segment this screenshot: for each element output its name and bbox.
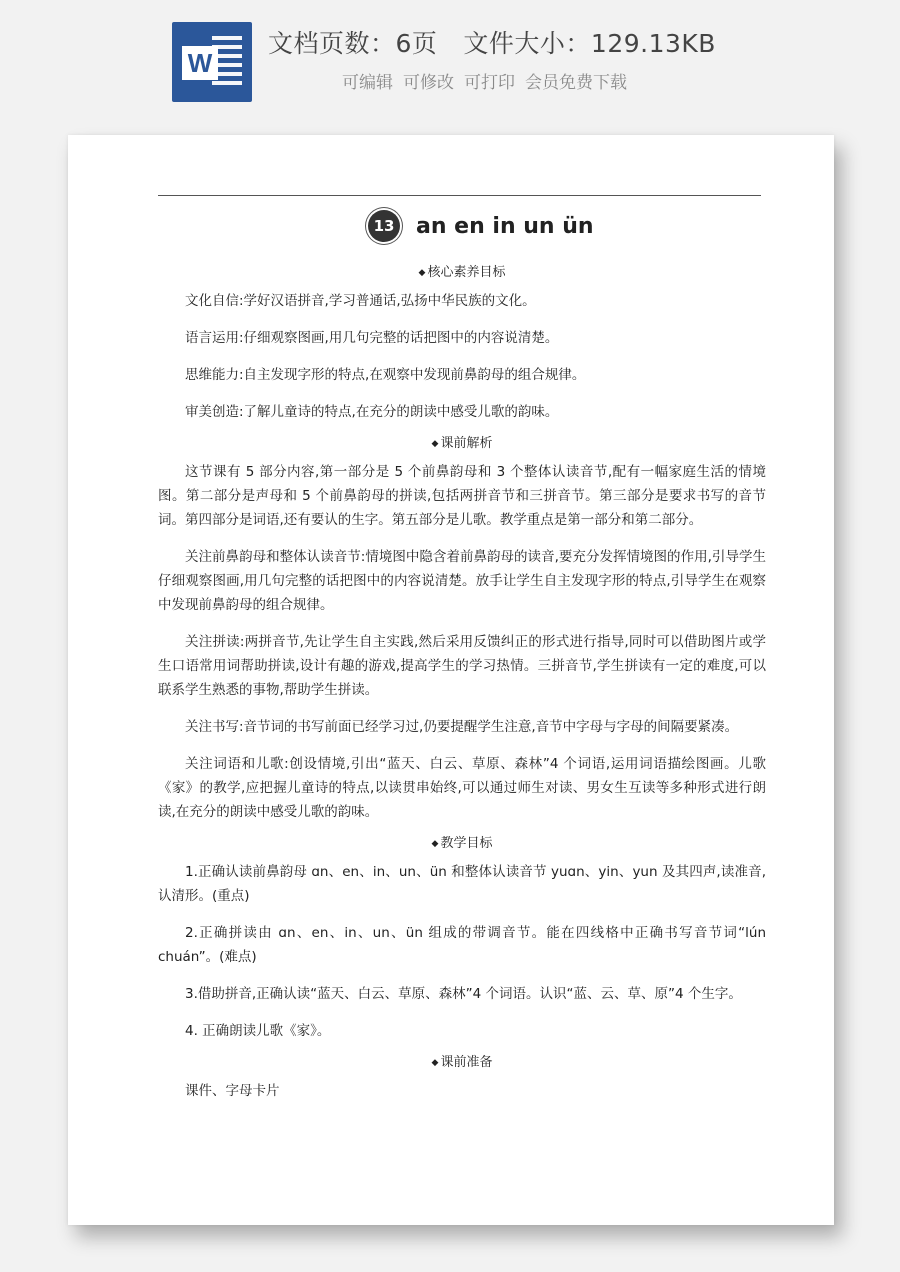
paragraph: 语言运用:仔细观察图画,用几句完整的话把图中的内容说清楚。	[185, 330, 559, 346]
feature-modifiable: 可修改	[403, 73, 454, 93]
section-heading-analysis: ◆ 课前解析	[158, 432, 766, 456]
page-count: 文档页数：6页	[268, 29, 438, 58]
paragraph: 文化自信:学好汉语拼音,学习普通话,弘扬中华民族的文化。	[185, 293, 536, 309]
paragraph: 这节课有 5 部分内容,第一部分是 5 个前鼻韵母和 3 个整体认读音节,配有一幅家庭生活的情境图。第二部分是声母和 5 个前鼻韵母的拼读,包括两拼音节和三拼音节。第三部分是要求书写的音节词。第四部分是词语,还有要认的生字。第五部分是儿歌。教学重点是第一部分和第二部分。	[158, 464, 766, 528]
word-doc-icon	[172, 22, 252, 102]
lesson-number-badge: 13	[368, 210, 400, 242]
feature-printable: 可打印	[464, 73, 515, 93]
paragraph: 关注书写:音节词的书写前面已经学习过,仍要提醒学生注意,音节中字母与字母的间隔要紧凑。	[185, 719, 739, 735]
paragraph: 课件、字母卡片	[185, 1083, 280, 1099]
paragraph: 关注词语和儿歌:创设情境,引出“蓝天、白云、草原、森林”4 个词语,运用词语描绘图画。儿歌《家》的教学,应把握儿童诗的特点,以读贯串始终,可以通过师生对读、男女生互读等多种形式进行朗读,在充分的朗读中感受儿歌的韵味。	[158, 756, 766, 820]
feature-editable: 可编辑	[342, 73, 393, 93]
section-heading-preparation: ◆ 课前准备	[158, 1051, 766, 1075]
page-header	[0, 0, 900, 120]
file-size: 文件大小：129.13KB	[463, 29, 716, 58]
word-w-icon: W	[182, 46, 218, 80]
paragraph: 思维能力:自主发现字形的特点,在观察中发现前鼻韵母的组合规律。	[185, 367, 586, 383]
paragraph: 4. 正确朗读儿歌《家》。	[185, 1023, 331, 1039]
section-heading-core-goals: ◆ 核心素养目标	[158, 261, 766, 285]
paragraph: 关注前鼻韵母和整体认读音节:情境图中隐含着前鼻韵母的读音,要充分发挥情境图的作用,引导学生仔细观察图画,用几句完整的话把图中的内容说清楚。放手让学生自主发现字形的特点,引导学生在观察中发现前鼻韵母的组合规律。	[158, 549, 766, 613]
feature-member-download: 会员免费下载	[525, 73, 627, 93]
paragraph: 关注拼读:两拼音节,先让学生自主实践,然后采用反馈纠正的形式进行指导,同时可以借助图片或学生口语常用词帮助拼读,设计有趣的游戏,提高学生的学习热情。三拼音节,学生拼读有一定的难度,可以联系学生熟悉的事物,帮助学生拼读。	[158, 634, 766, 698]
top-divider	[158, 195, 761, 196]
lesson-header	[368, 210, 594, 250]
file-info	[268, 24, 716, 60]
lesson-title: an en in un ün	[416, 213, 594, 239]
paragraph: 1.正确认读前鼻韵母 ɑn、en、in、un、ün 和整体认读音节 yuɑn、yin、yun 及其四声,读准音,认清形。(重点)	[158, 864, 766, 904]
paragraph: 审美创造:了解儿童诗的特点,在充分的朗读中感受儿歌的韵味。	[185, 404, 559, 420]
document-body	[158, 261, 766, 1116]
feature-list	[342, 68, 627, 93]
document-page	[68, 135, 834, 1225]
paragraph: 2.正确拼读由 ɑn、en、in、un、ün 组成的带调音节。能在四线格中正确书写音节词“lún chuán”。(难点)	[158, 925, 766, 965]
section-heading-teaching-goals: ◆ 教学目标	[158, 832, 766, 856]
paragraph: 3.借助拼音,正确认读“蓝天、白云、草原、森林”4 个词语。认识“蓝、云、草、原”4 个生字。	[185, 986, 742, 1002]
